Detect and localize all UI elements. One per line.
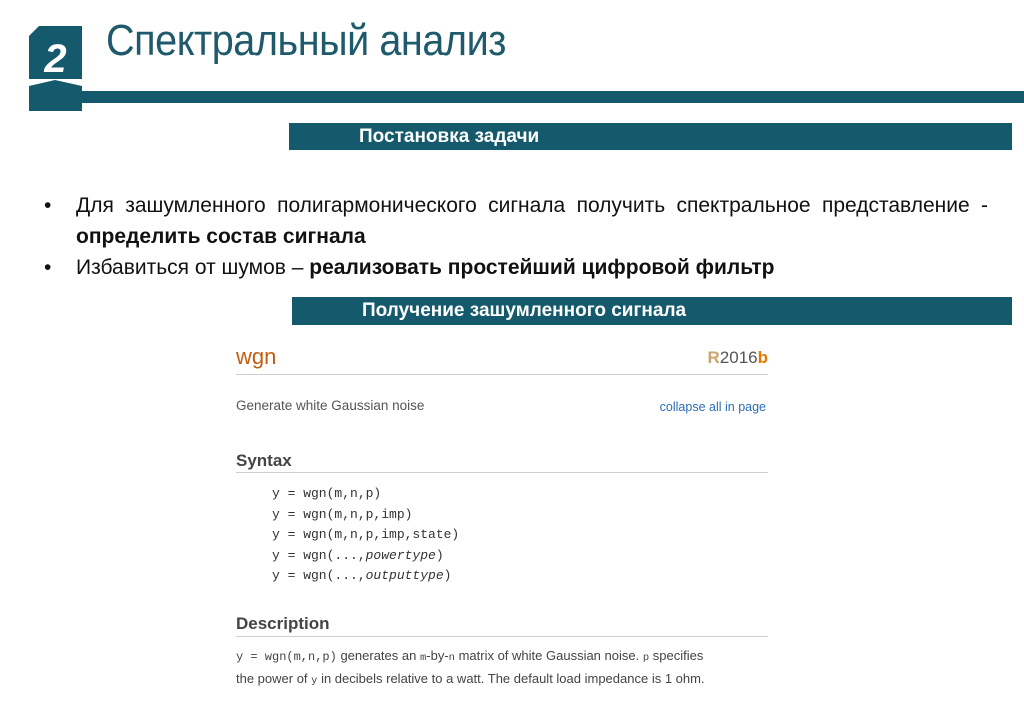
syntax-line: y = wgn(...,powertype) [272,547,444,563]
syntax-line: y = wgn(m,n,p,imp) [272,506,413,522]
slide-number: 2 [44,37,67,81]
section-heading-noisy-signal [292,297,1012,325]
doc-syntax-list [272,484,459,587]
doc-release-tag: R2016b [707,348,768,367]
header-rule [82,91,1024,103]
bullet-dot: • [44,194,52,217]
section-heading-label: Получение зашумленного сигнала [362,300,687,321]
doc-divider [236,472,768,473]
bullet-text: Для зашумленного полигармонического сигнала получить спектральное представление - определить состав сигнала [76,194,988,248]
bullet-list [40,190,988,283]
bullet-text: Избавиться от шумов – реализовать простейший цифровой фильтр [76,256,775,279]
doc-description-heading: Description [236,614,330,633]
syntax-line: y = wgn(m,n,p) [272,486,382,501]
bullet-dot: • [44,256,52,279]
doc-divider [236,636,768,637]
syntax-line: y = wgn(...,outputtype) [272,568,452,583]
doc-function-name: wgn [236,344,277,369]
doc-syntax-heading: Syntax [236,451,292,470]
doc-description-text: y = wgn(m,n,p) generates an m-by-n matrix of white Gaussian noise. p specifies the power of y in decibels relative to a watt. The default load impedance is 1 ohm. [236,648,705,687]
collapse-all-link[interactable]: collapse all in page [659,400,766,414]
bullet-item [40,252,988,283]
slide-title: Спектральный анализ [106,16,506,65]
section-heading-problem [289,123,1012,150]
doc-divider [236,374,768,375]
bullet-item [40,190,988,252]
section-heading-label: Постановка задачи [359,126,540,147]
syntax-line: y = wgn(m,n,p,imp,state) [272,527,460,542]
doc-summary: Generate white Gaussian noise [236,398,425,413]
